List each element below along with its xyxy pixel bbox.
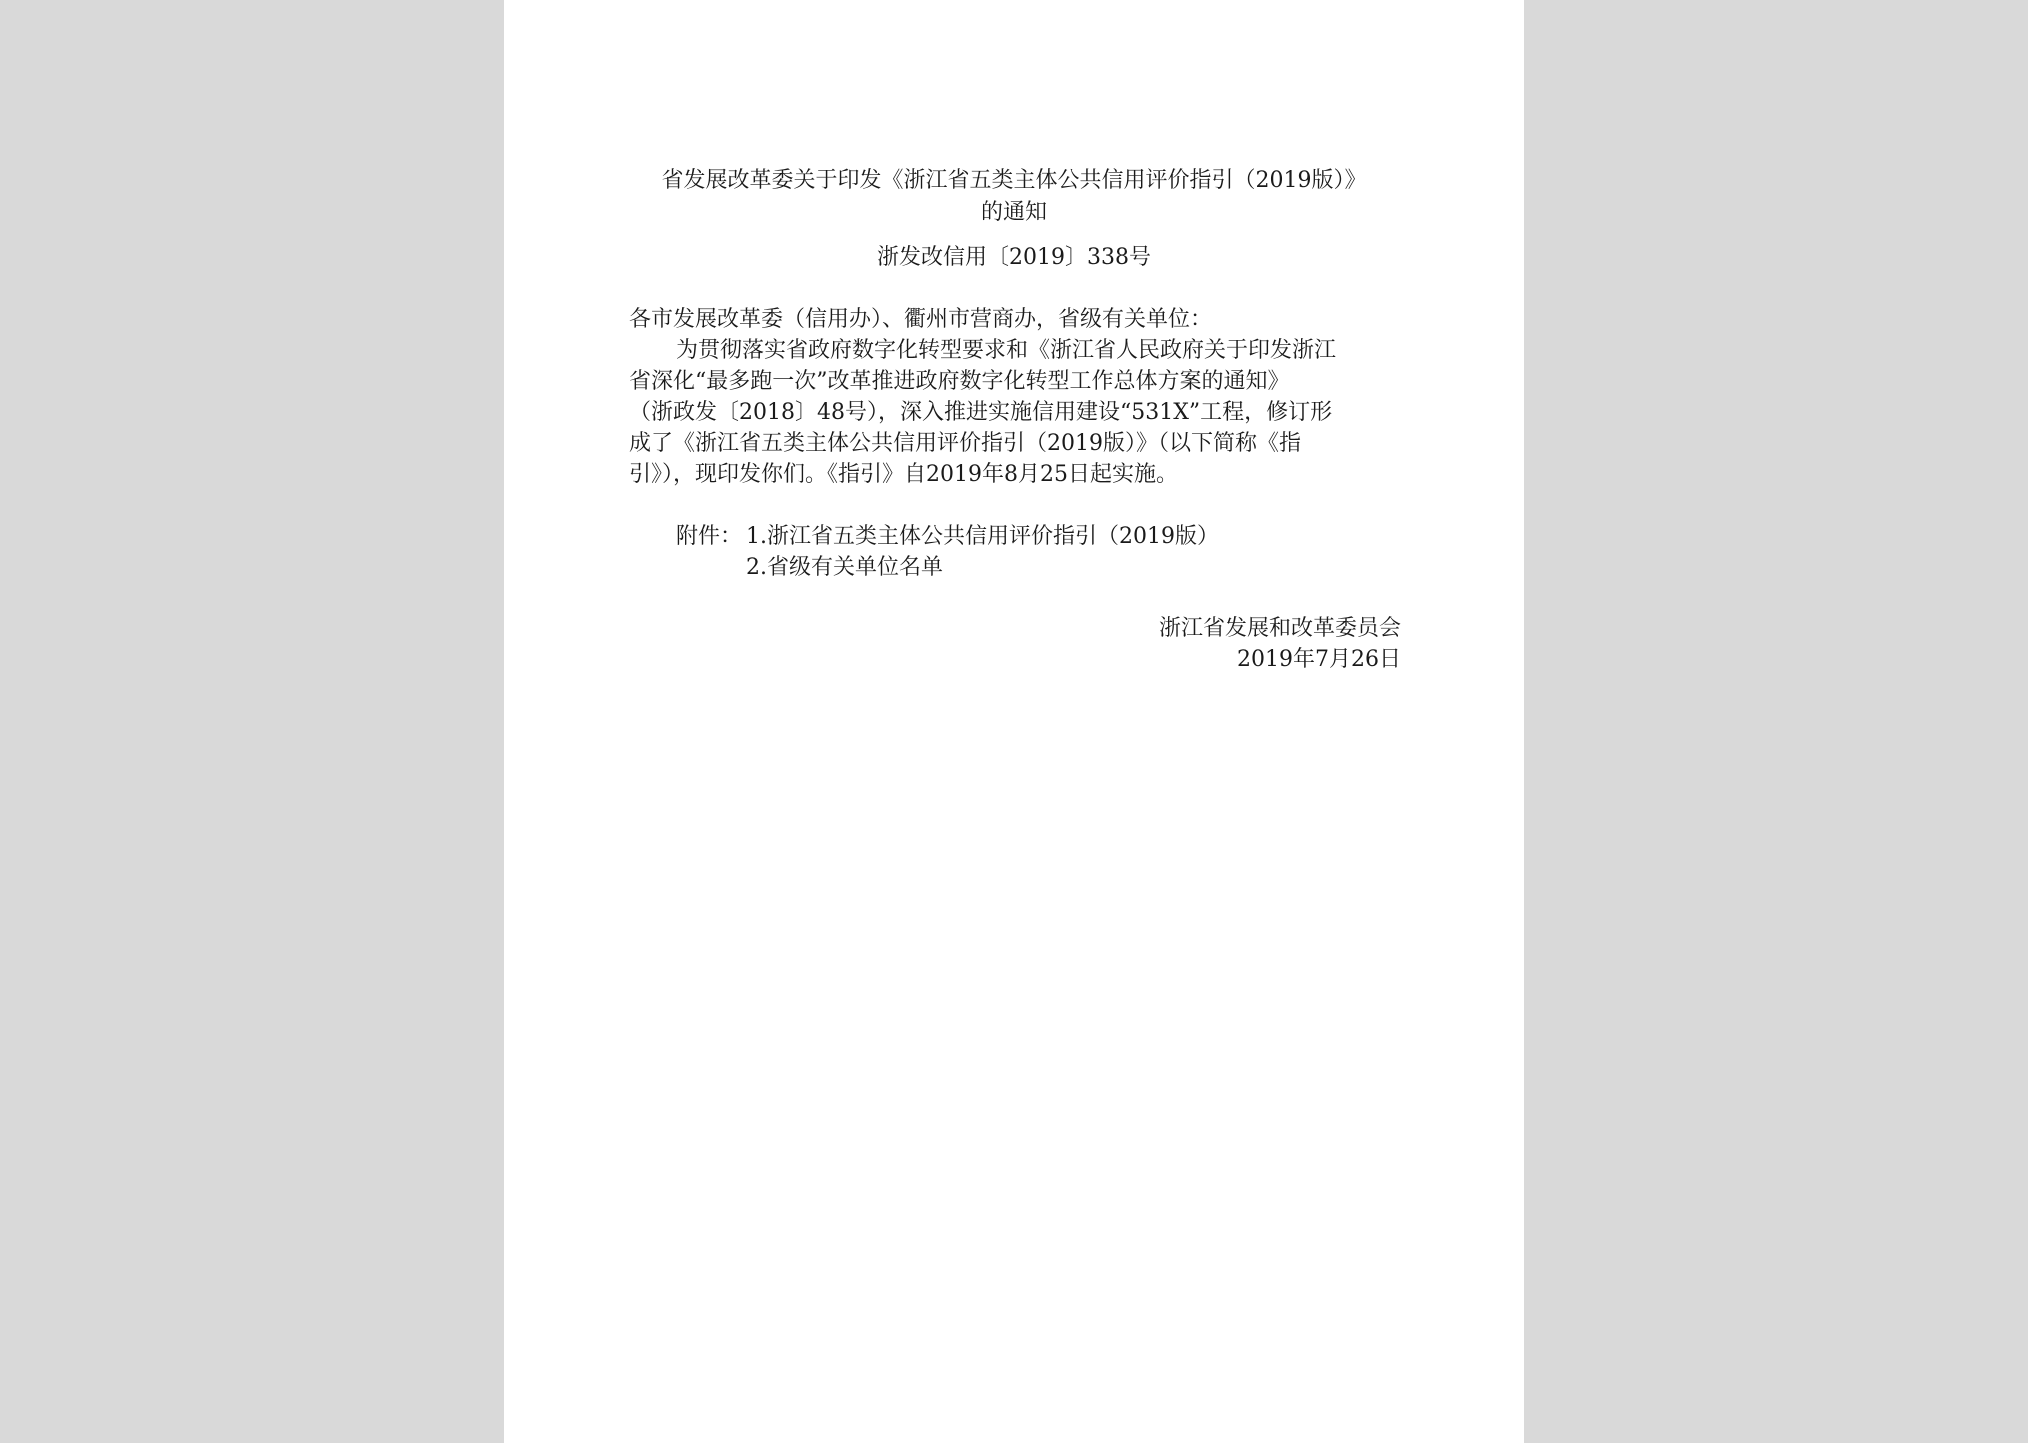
addressee: 各市发展改革委（信用办）、衢州市营商办，省级有关单位： — [629, 307, 1213, 332]
body-line: 引》），现印发你们。《指引》自2019年8月25日起实施。 — [629, 462, 1178, 487]
document-number: 浙发改信用〔2019〕338号 — [877, 245, 1151, 270]
body-line: 成了《浙江省五类主体公共信用评价指引（2019版）》（以下简称《指 — [629, 431, 1301, 456]
issue-date: 2019年7月26日 — [1237, 647, 1401, 672]
body-line: （浙政发〔2018〕48号），深入推进实施信用建设“531X”工程，修订形 — [629, 400, 1333, 425]
document-page — [504, 0, 1524, 1443]
attachment-item: 1.浙江省五类主体公共信用评价指引（2019版） — [746, 524, 1219, 549]
attachment-item: 2.省级有关单位名单 — [746, 555, 943, 580]
body-line: 为贯彻落实省政府数字化转型要求和《浙江省人民政府关于印发浙江 — [676, 338, 1337, 363]
document-title-line-1: 省发展改革委关于印发《浙江省五类主体公共信用评价指引（2019版）》 — [661, 168, 1367, 193]
body-line: 省深化“最多跑一次”改革推进政府数字化转型工作总体方案的通知》 — [629, 369, 1290, 394]
attachment-label: 附件： — [676, 524, 743, 549]
issuer: 浙江省发展和改革委员会 — [1158, 616, 1401, 641]
document-title-line-2: 的通知 — [980, 200, 1047, 225]
